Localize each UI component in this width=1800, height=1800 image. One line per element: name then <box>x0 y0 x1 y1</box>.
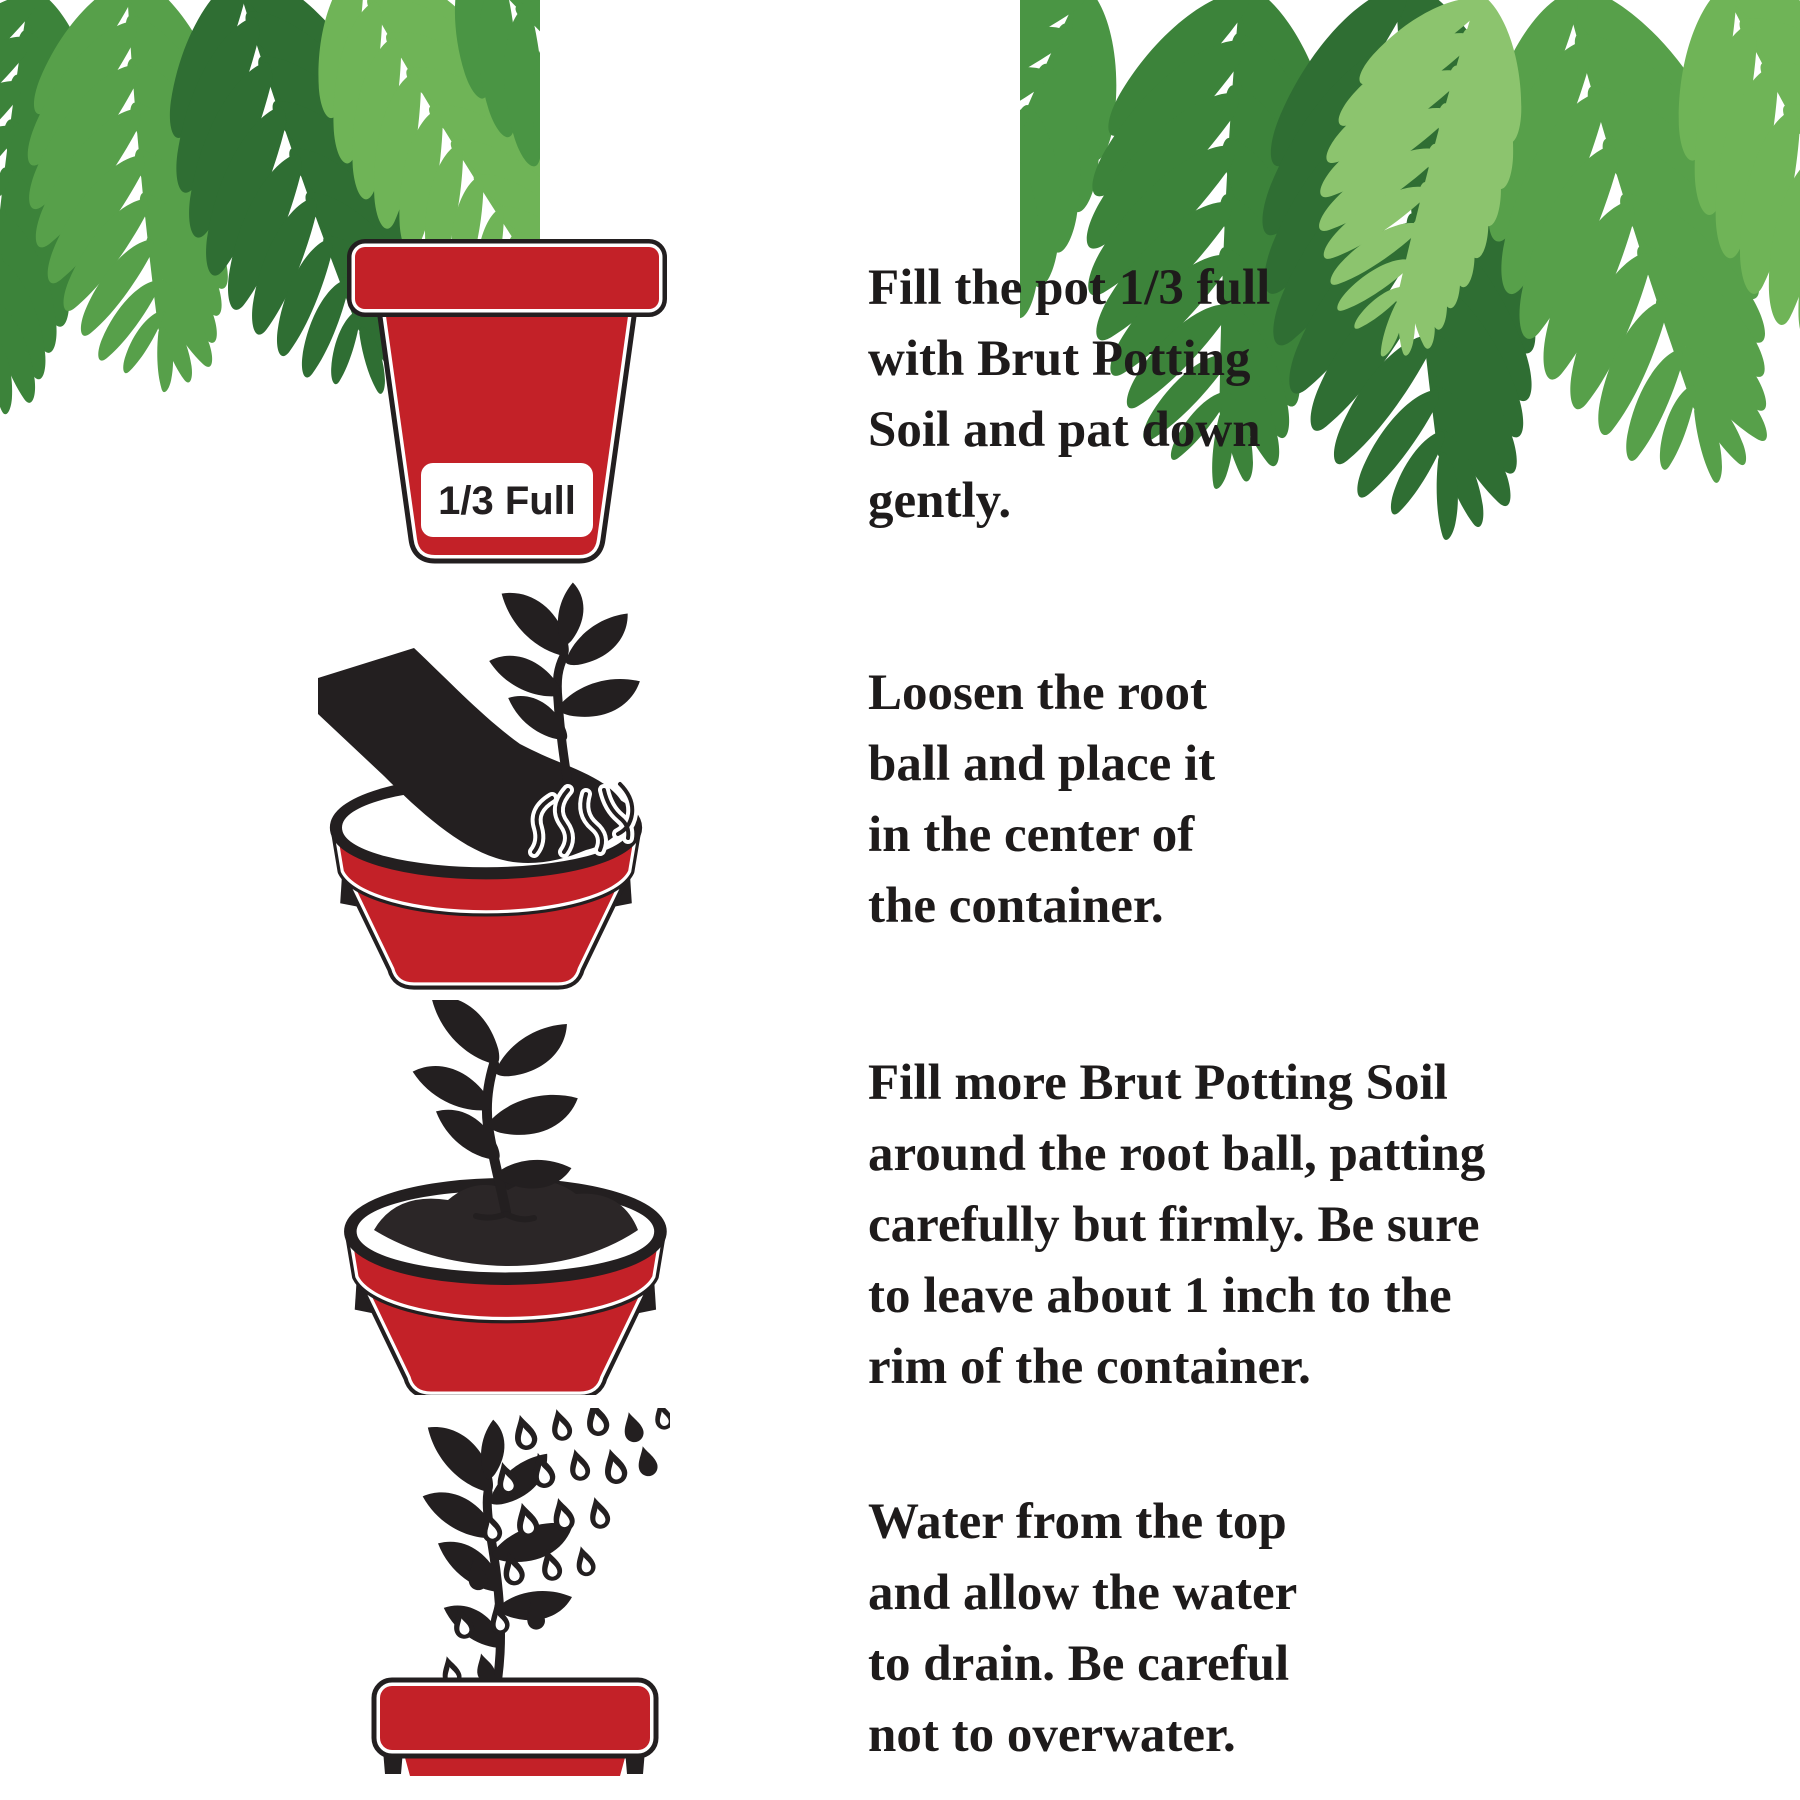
step-2-line-1: Loosen the root <box>868 665 1208 721</box>
step-3-line-2: around the root ball, patting <box>868 1126 1486 1182</box>
step-3-line-1: Fill more Brut Potting Soil <box>868 1055 1448 1111</box>
step-3-line-4: to leave about 1 inch to the <box>868 1268 1452 1324</box>
step-2-text <box>868 658 1215 942</box>
step-3-text <box>868 1048 1485 1403</box>
step-2-line-4: the container. <box>868 878 1164 934</box>
step-1-line-4: gently. <box>868 473 1012 529</box>
step-1-line-2: with Brut Potting <box>868 331 1251 387</box>
hand-placing-root-ball-icon <box>318 580 653 1000</box>
step-1-text <box>868 253 1270 537</box>
plant-in-pot-with-soil-icon <box>338 1000 673 1395</box>
step-4-line-4: not to overwater. <box>868 1707 1236 1763</box>
pot-rim <box>355 247 659 309</box>
step-2-line-3: in the center of <box>868 807 1195 863</box>
step-4-line-2: and allow the water <box>868 1565 1298 1621</box>
watering-plant-icon <box>330 1408 670 1776</box>
step-3-line-3: carefully but firmly. Be sure <box>868 1197 1480 1253</box>
step-3-line-5: rim of the container. <box>868 1339 1311 1395</box>
step-1-line-3: Soil and pat down <box>868 402 1261 458</box>
pot-one-third-full-icon <box>347 237 667 565</box>
step-2-line-2: ball and place it <box>868 736 1216 792</box>
step-4-text <box>868 1487 1297 1771</box>
pot-fill-label: 1/3 Full <box>438 479 576 523</box>
step-4-line-3: to drain. Be careful <box>868 1636 1290 1692</box>
step-1-line-1: Fill the pot 1/3 full <box>868 260 1271 316</box>
step-4-line-1: Water from the top <box>868 1494 1287 1550</box>
shallow-pot <box>380 1686 650 1776</box>
